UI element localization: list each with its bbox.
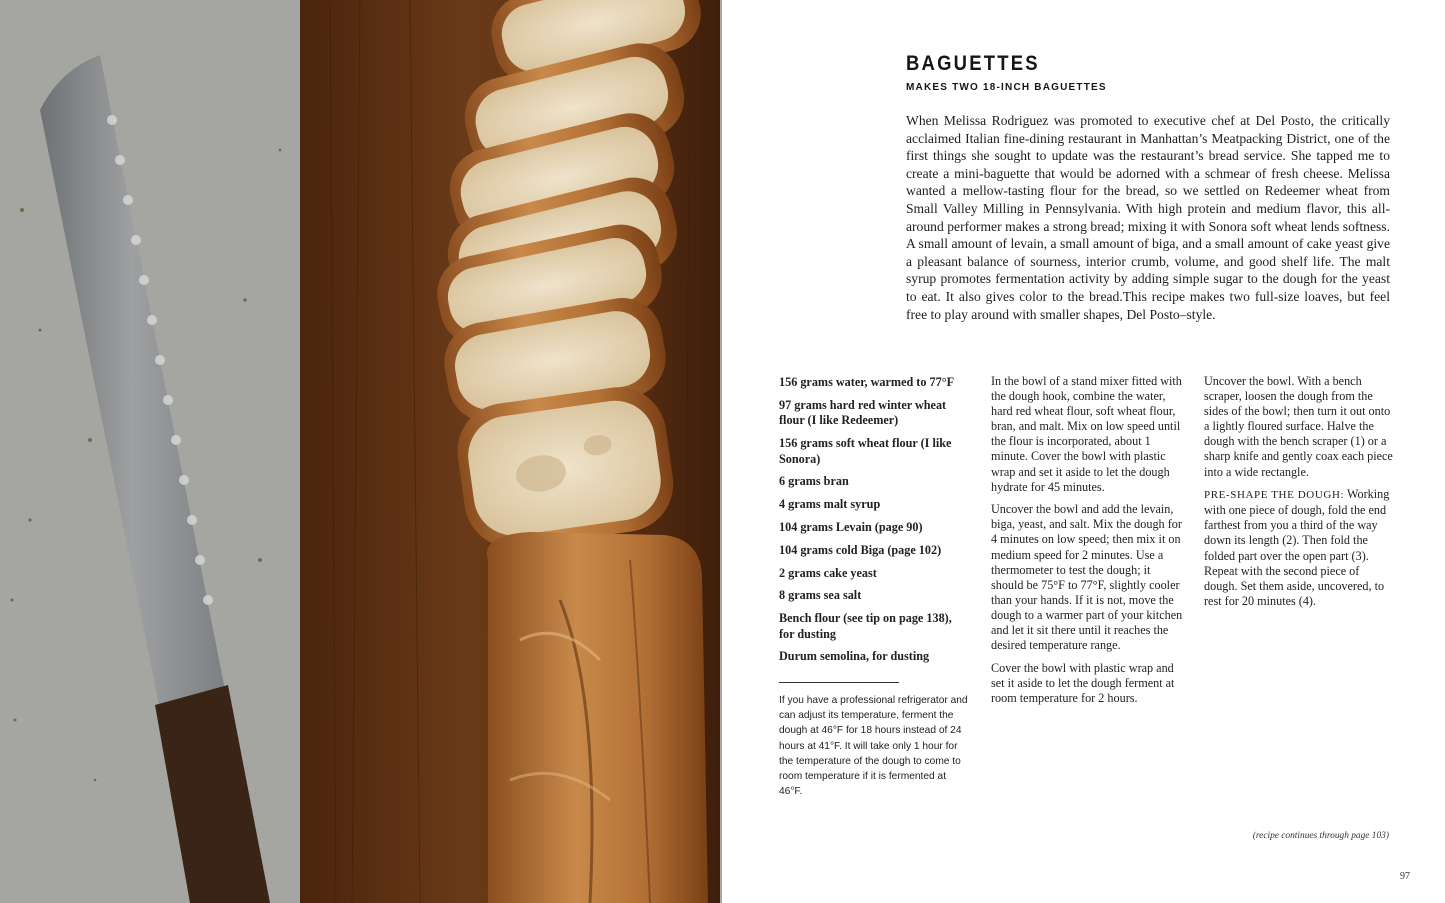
bread-photograph (0, 0, 722, 903)
ingredient-item: 6 grams bran (779, 474, 849, 489)
page-number: 97 (1400, 871, 1410, 882)
method-column-2 (1204, 374, 1394, 616)
ingredient-item: 2 grams cake yeast (779, 565, 877, 580)
ingredient-item: 8 grams sea salt (779, 588, 862, 603)
recipe-yield: MAKES TWO 18-INCH BAGUETTES (906, 82, 1107, 93)
method-step: Uncover the bowl and add the levain, biga, yeast, and salt. Mix the dough for 4 minutes on low speed; then mix it on medium speed for 2 minutes. Use a thermometer to test the dough; it should be 75°F to 77°F, slightly cooler than your hands. If it is not, move the dough to a warmer part of your kitchen and let it sit there until it reaches the desired temperature range. (991, 502, 1183, 653)
ingredient-item: Bench flour (see tip on page 138), for dusting (779, 611, 952, 641)
ingredient-item: 104 grams Levain (page 90) (779, 519, 923, 534)
ingredient-item: 97 grams hard red winter wheat flour (I like Redeemer) (779, 397, 947, 428)
ingredient-item: 156 grams soft wheat flour (I like Sonora) (779, 436, 952, 466)
recipe-page (722, 0, 1445, 903)
method-step: Cover the bowl with plastic wrap and set it aside to let the dough ferment at room temperature for 2 hours. (991, 660, 1175, 705)
tip-divider (779, 682, 899, 683)
method-step-preshape (1204, 487, 1394, 609)
method-step: In the bowl of a stand mixer fitted with the dough hook, combine the water, hard red wheat flour, soft wheat flour, bran, and malt. Mix on low speed until the flour is incorporated, about 1 minute. Cover the bowl with plastic wrap and set it aside to let the dough hydrate for 45 minutes. (991, 374, 1182, 494)
continuation-note: (recipe continues through page 103) (1252, 831, 1389, 841)
recipe-intro: When Melissa Rodriguez was promoted to executive chef at Del Posto, the critically acclaimed Italian fine-dining restaurant in Manhattan’s Meatpacking District, one of the first things she sought to update was the restaurant’s bread service. She tapped me to create a mini-baguette that would be adorned with a schmear of fresh cheese. Melissa wanted a mellow-tasting flour for the bread, so we settled on Redeemer wheat from Small Valley Milling in Pennsylvania. With high protein and medium flavor, this all-around performer makes a strong bread; mixing it with Sonora soft wheat lends softness. A small amount of levain, a small amount of biga, and a small amount of cake yeast give a pleasant balance of sourness, interior crumb, volume, and good shelf life. The malt syrup promotes fermentation activity by adding simple sugar to the dough for the yeast to eat. It also gives color to the bread.This recipe makes two full-size loaves, but feel free to play around with smaller shapes, Del Posto–style. (906, 113, 1390, 322)
method-step: Uncover the bowl. With a bench scraper, loosen the dough from the sides of the bowl; then turn it out onto a lightly floured surface. Halve the dough with the bench scraper (1) or a sharp knife and gently coax each piece into a wide rectangle. (1204, 374, 1393, 479)
method-column-1 (991, 374, 1185, 713)
recipe-title: BAGUETTES (906, 52, 1040, 75)
photo-illustration (0, 0, 722, 903)
baguette-loaf (487, 532, 708, 903)
preshape-text: Working with one piece of dough, fold the end farthest from you a third of the way down its length (2). Then fold the folded part over the open part (3). Repeat with the second piece of dough. Set them aside, uncovered, to rest for 20 minutes (4). (1204, 487, 1390, 608)
ingredient-item: 156 grams water, warmed to 77°F (779, 375, 955, 389)
ingredient-item: Durum semolina, for dusting (779, 649, 930, 664)
ingredient-list (779, 375, 969, 672)
preshape-heading: PRE-SHAPE THE DOUGH: (1204, 489, 1345, 502)
ingredient-item: 104 grams cold Biga (page 102) (779, 542, 942, 557)
ingredient-item: 4 grams malt syrup (779, 497, 881, 512)
tip-note: If you have a professional refrigerator and can adjust its temperature, ferment the dough at 46°F for 18 hours instead of 24 hours at 41°F. It will take only 1 hour for the temperature of the dough to come to room temperature if it is fermented at 46°F. (779, 695, 968, 798)
